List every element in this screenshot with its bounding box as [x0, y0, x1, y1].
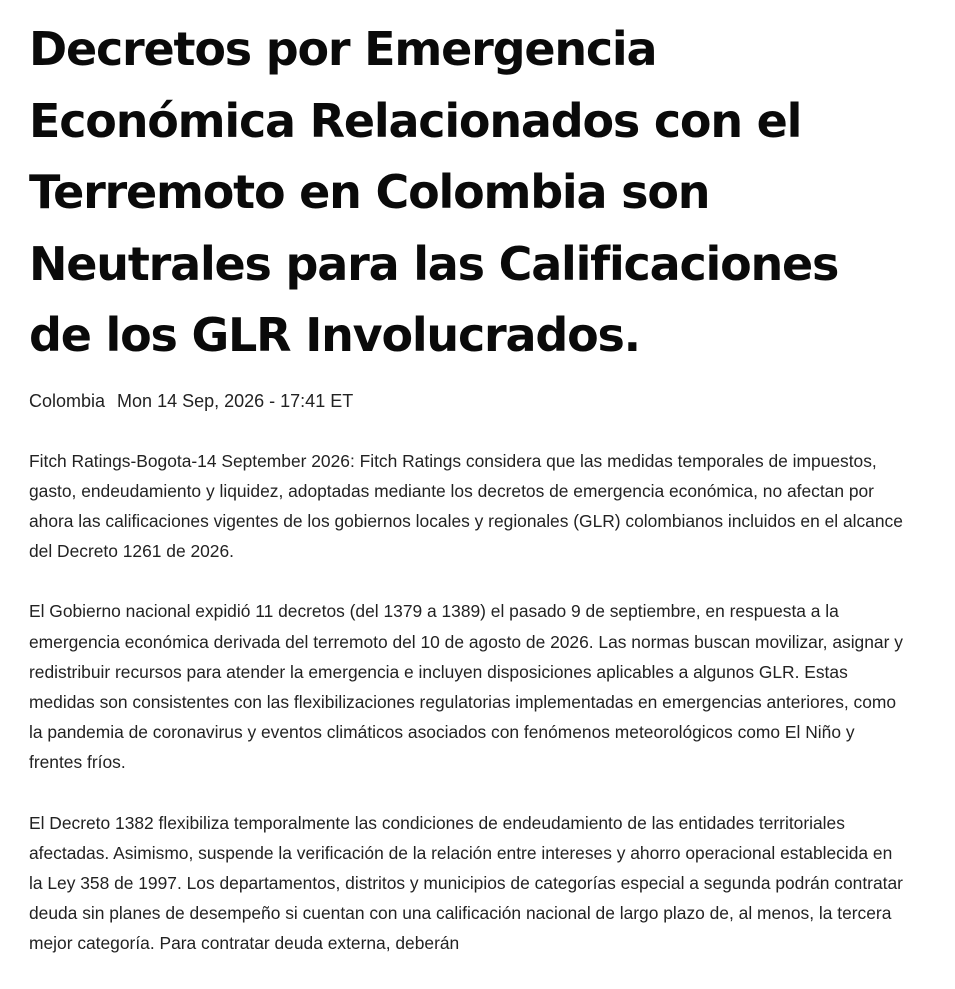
article-meta	[29, 388, 909, 414]
region-label: Colombia	[29, 390, 106, 411]
article-title: Decretos por Emergencia Económica Relacionados con el Terremoto en Colombia son Neutrales para las Calificaciones de los GLR Involucrados.	[29, 22, 839, 362]
paragraph: El Decreto 1382 flexibiliza temporalmente las condiciones de endeudamiento de las entidades territoriales afectadas. Asimismo, suspende la verificación de la relación entre intereses y ahorro operacional establecida en la Ley 358 de 1997. Los departamentos, distritos y municipios de categorías especial a segunda podrán contratar deuda sin planes de desempeño si cuentan con una calificación nacional de largo plazo de, al menos, la tercera mejor categoría. Para contratar deuda externa, deberán	[29, 812, 903, 954]
article-body	[29, 446, 909, 959]
article	[29, 14, 909, 989]
paragraph: El Gobierno nacional expidió 11 decretos (del 1379 a 1389) el pasado 9 de septiembre, en respuesta a la emergencia económica derivada del terremoto del 10 de agosto de 2026. Las normas buscan movilizar, asignar y redistribuir recursos para atender la emergencia e incluyen disposiciones aplicables a algunos GLR. Estas medidas son consistentes con las flexibilizaciones regulatorias implementadas en emergencias anteriores, como la pandemia de coronavirus y eventos climáticos asociados con fenómenos meteorológicos como El Niño y frentes fríos.	[29, 601, 903, 773]
paragraph: Fitch Ratings-Bogota-14 September 2026: Fitch Ratings considera que las medidas temporales de impuestos, gasto, endeudamiento y liquidez, adoptadas mediante los decretos de emergencia económica, no afectan por ahora las calificaciones vigentes de los gobiernos locales y regionales (GLR) colombianos incluidos en el alcance del Decreto 1261 de 2026.	[29, 450, 903, 562]
publish-date: Mon 14 Sep, 2026 - 17:41 ET	[117, 390, 354, 411]
